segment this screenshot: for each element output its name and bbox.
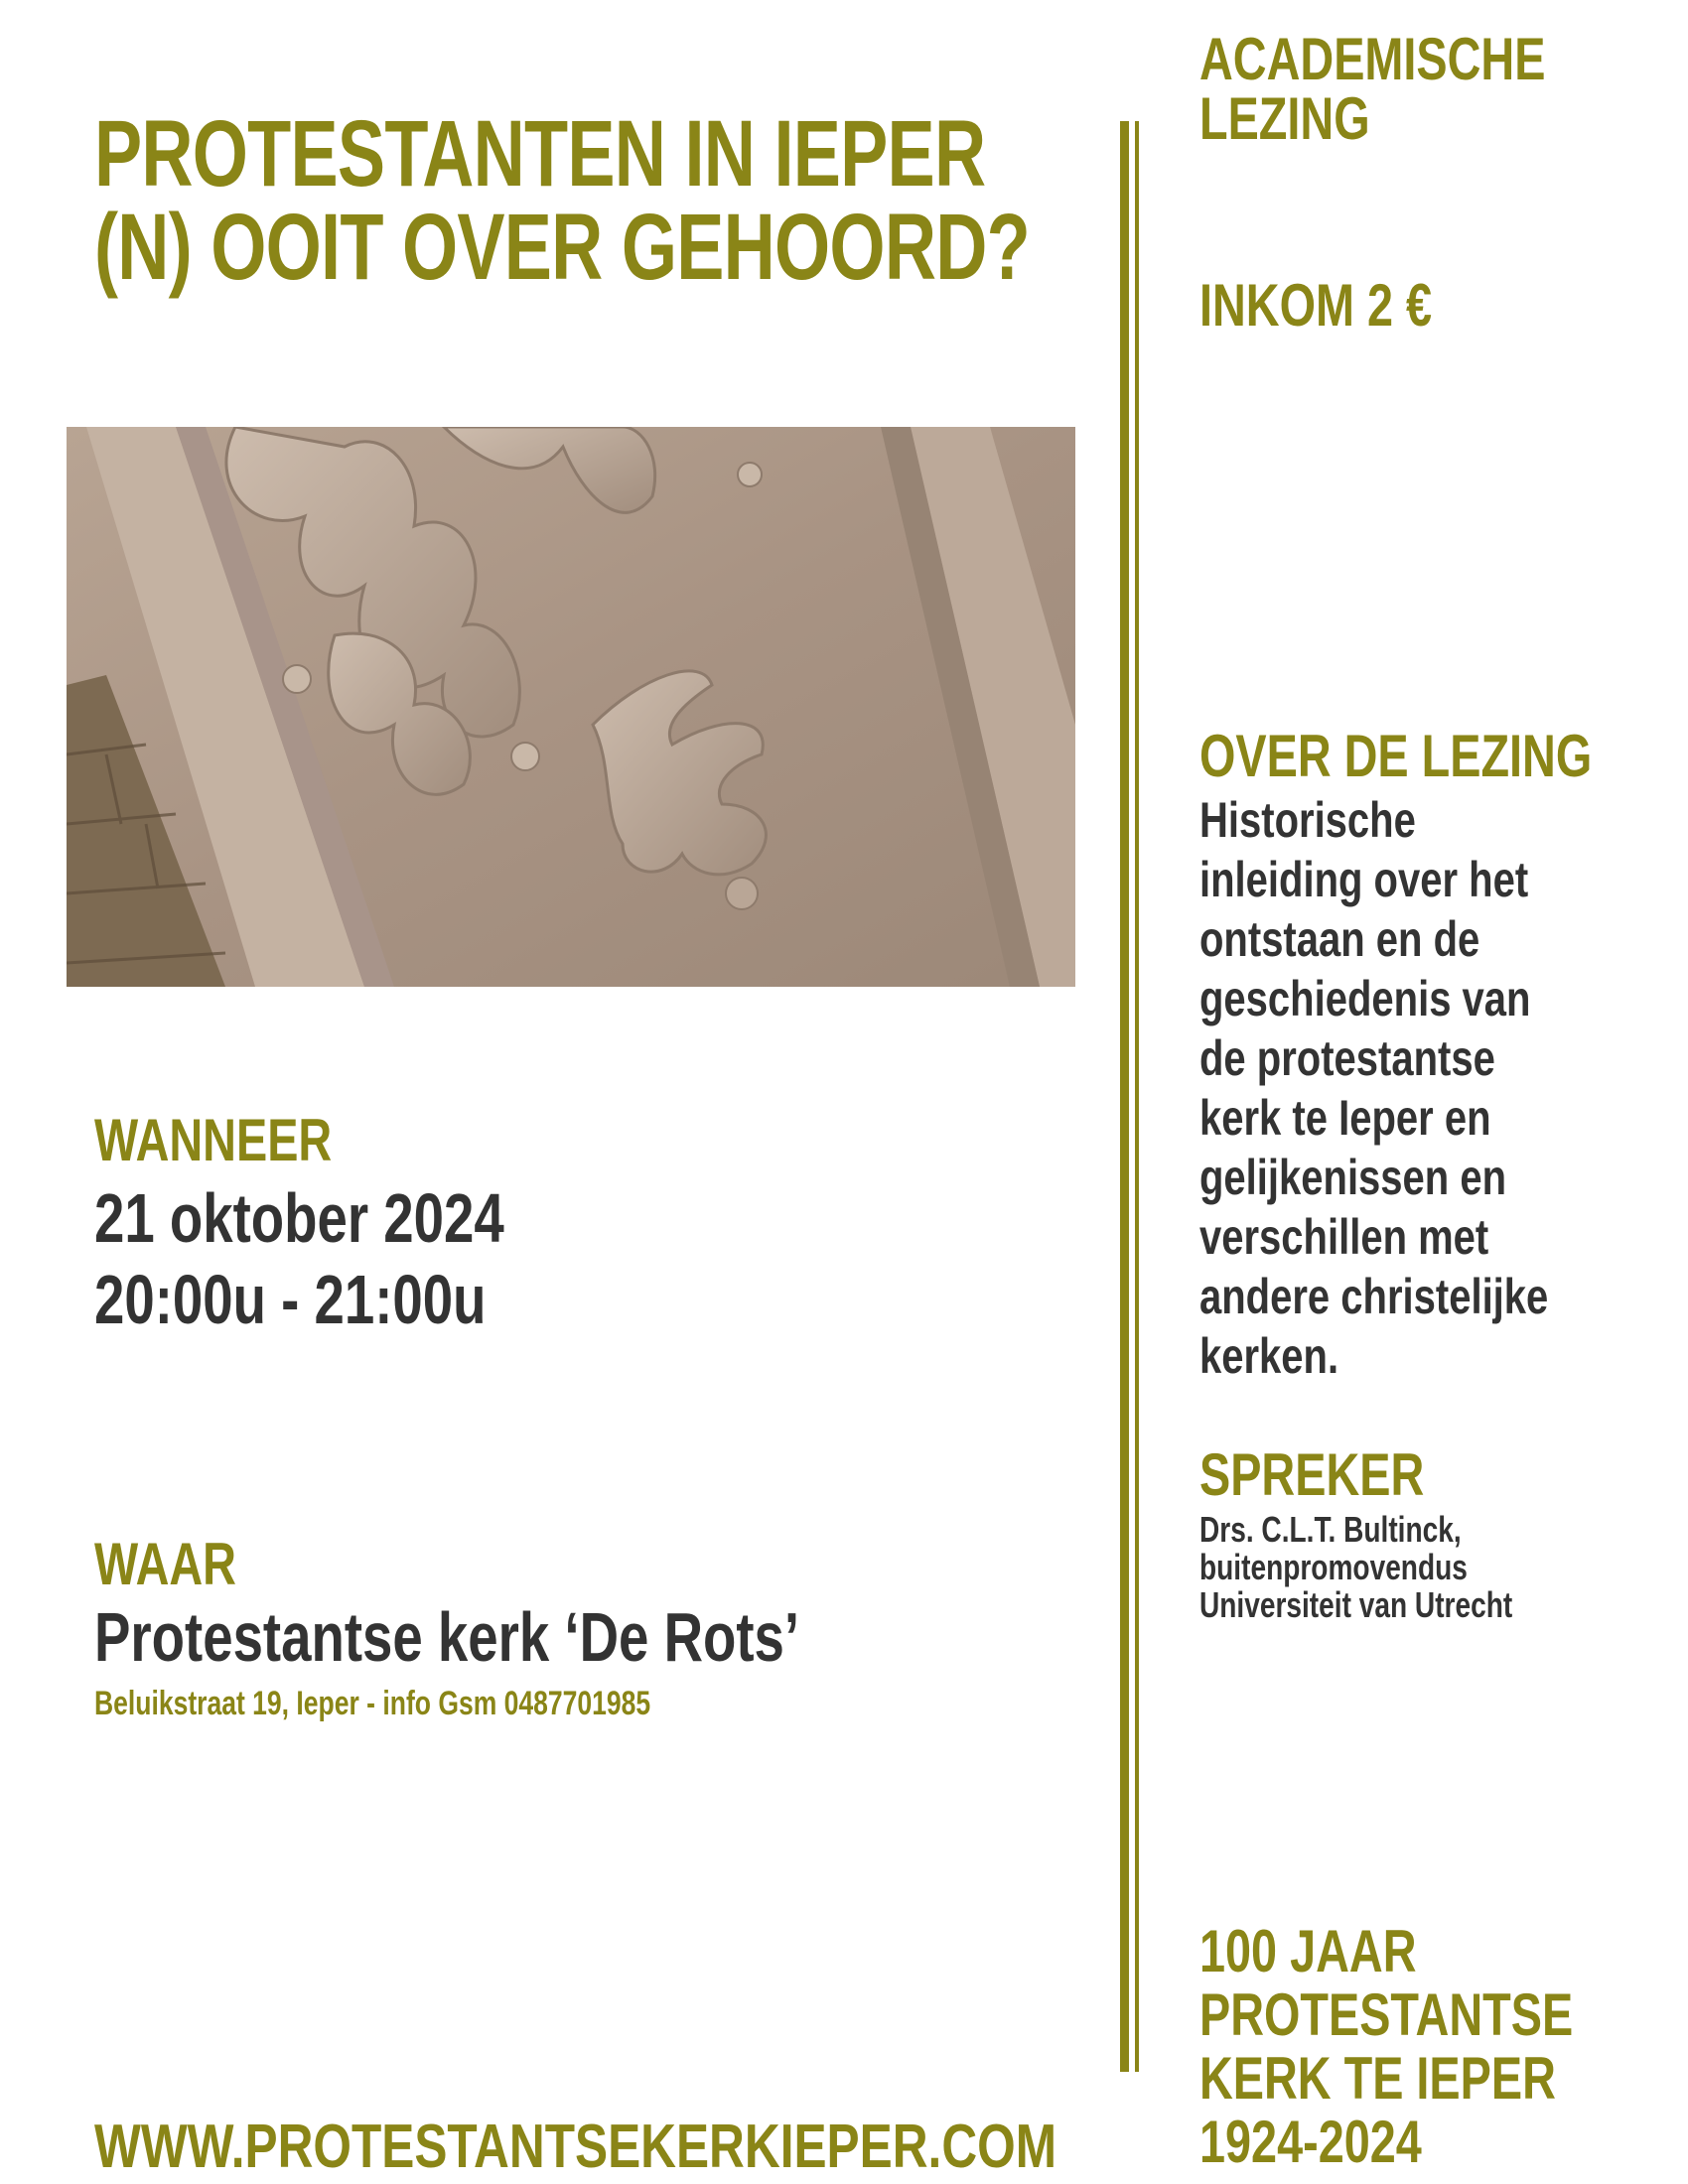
about-line: de protestantse [1199, 1030, 1495, 1086]
anniversary-line: 1924-2024 [1199, 2109, 1422, 2175]
about-line: inleiding over het [1199, 852, 1529, 907]
event-type-line-1: ACADEMISCHE [1199, 26, 1546, 92]
vertical-divider-thin [1135, 121, 1139, 2072]
title-line-1: PROTESTANTEN IN IEPER [94, 101, 986, 206]
speaker-line: Universiteit van Utrecht [1199, 1584, 1513, 1625]
about-line: verschillen met [1199, 1209, 1489, 1265]
event-date: 21 oktober 2024 [94, 1179, 504, 1257]
anniversary-block [1199, 1920, 1573, 2174]
speaker-info [1199, 1511, 1512, 1624]
speaker-line: Drs. C.L.T. Bultinck, [1199, 1509, 1462, 1550]
about-line: kerken. [1199, 1328, 1339, 1384]
vertical-divider [1120, 121, 1129, 2072]
where-label: WAAR [94, 1531, 236, 1597]
about-line: ontstaan en de [1199, 911, 1480, 967]
page-title [94, 101, 1030, 300]
venue-name: Protestantse kerk ‘De Rots’ [94, 1598, 800, 1676]
ornament-image [67, 427, 1075, 987]
venue-address: Beluikstraat 19, Ieper - info Gsm 0487701985 [94, 1685, 651, 1722]
entry-fee: INKOM 2 € [1199, 272, 1433, 339]
about-line: geschiedenis van [1199, 971, 1531, 1026]
when-label: WANNEER [94, 1107, 333, 1173]
title-line-2: (N) OOIT OVER GEHOORD? [94, 195, 1030, 300]
stone-ornament-photo [67, 427, 1075, 987]
when-details [94, 1177, 504, 1340]
anniversary-line: KERK TE IEPER [1199, 2045, 1556, 2112]
about-label: OVER DE LEZING [1199, 723, 1593, 789]
website-link[interactable]: WWW.PROTESTANTSEKERKIEPER.COM [94, 2113, 1057, 2181]
event-type [1199, 26, 1546, 152]
about-line: Historische [1199, 792, 1416, 848]
speaker-label: SPREKER [1199, 1441, 1425, 1508]
anniversary-line: 100 JAAR [1199, 1918, 1417, 1984]
about-line: gelijkenissen en [1199, 1150, 1507, 1205]
about-line: andere christelijke [1199, 1269, 1549, 1324]
event-type-line-2: LEZING [1199, 85, 1370, 152]
about-text [1199, 790, 1548, 1386]
speaker-line: buitenpromovendus [1199, 1547, 1468, 1587]
event-time: 20:00u - 21:00u [94, 1261, 487, 1338]
about-line: kerk te Ieper en [1199, 1090, 1491, 1146]
anniversary-line: PROTESTANTSE [1199, 1981, 1574, 2048]
